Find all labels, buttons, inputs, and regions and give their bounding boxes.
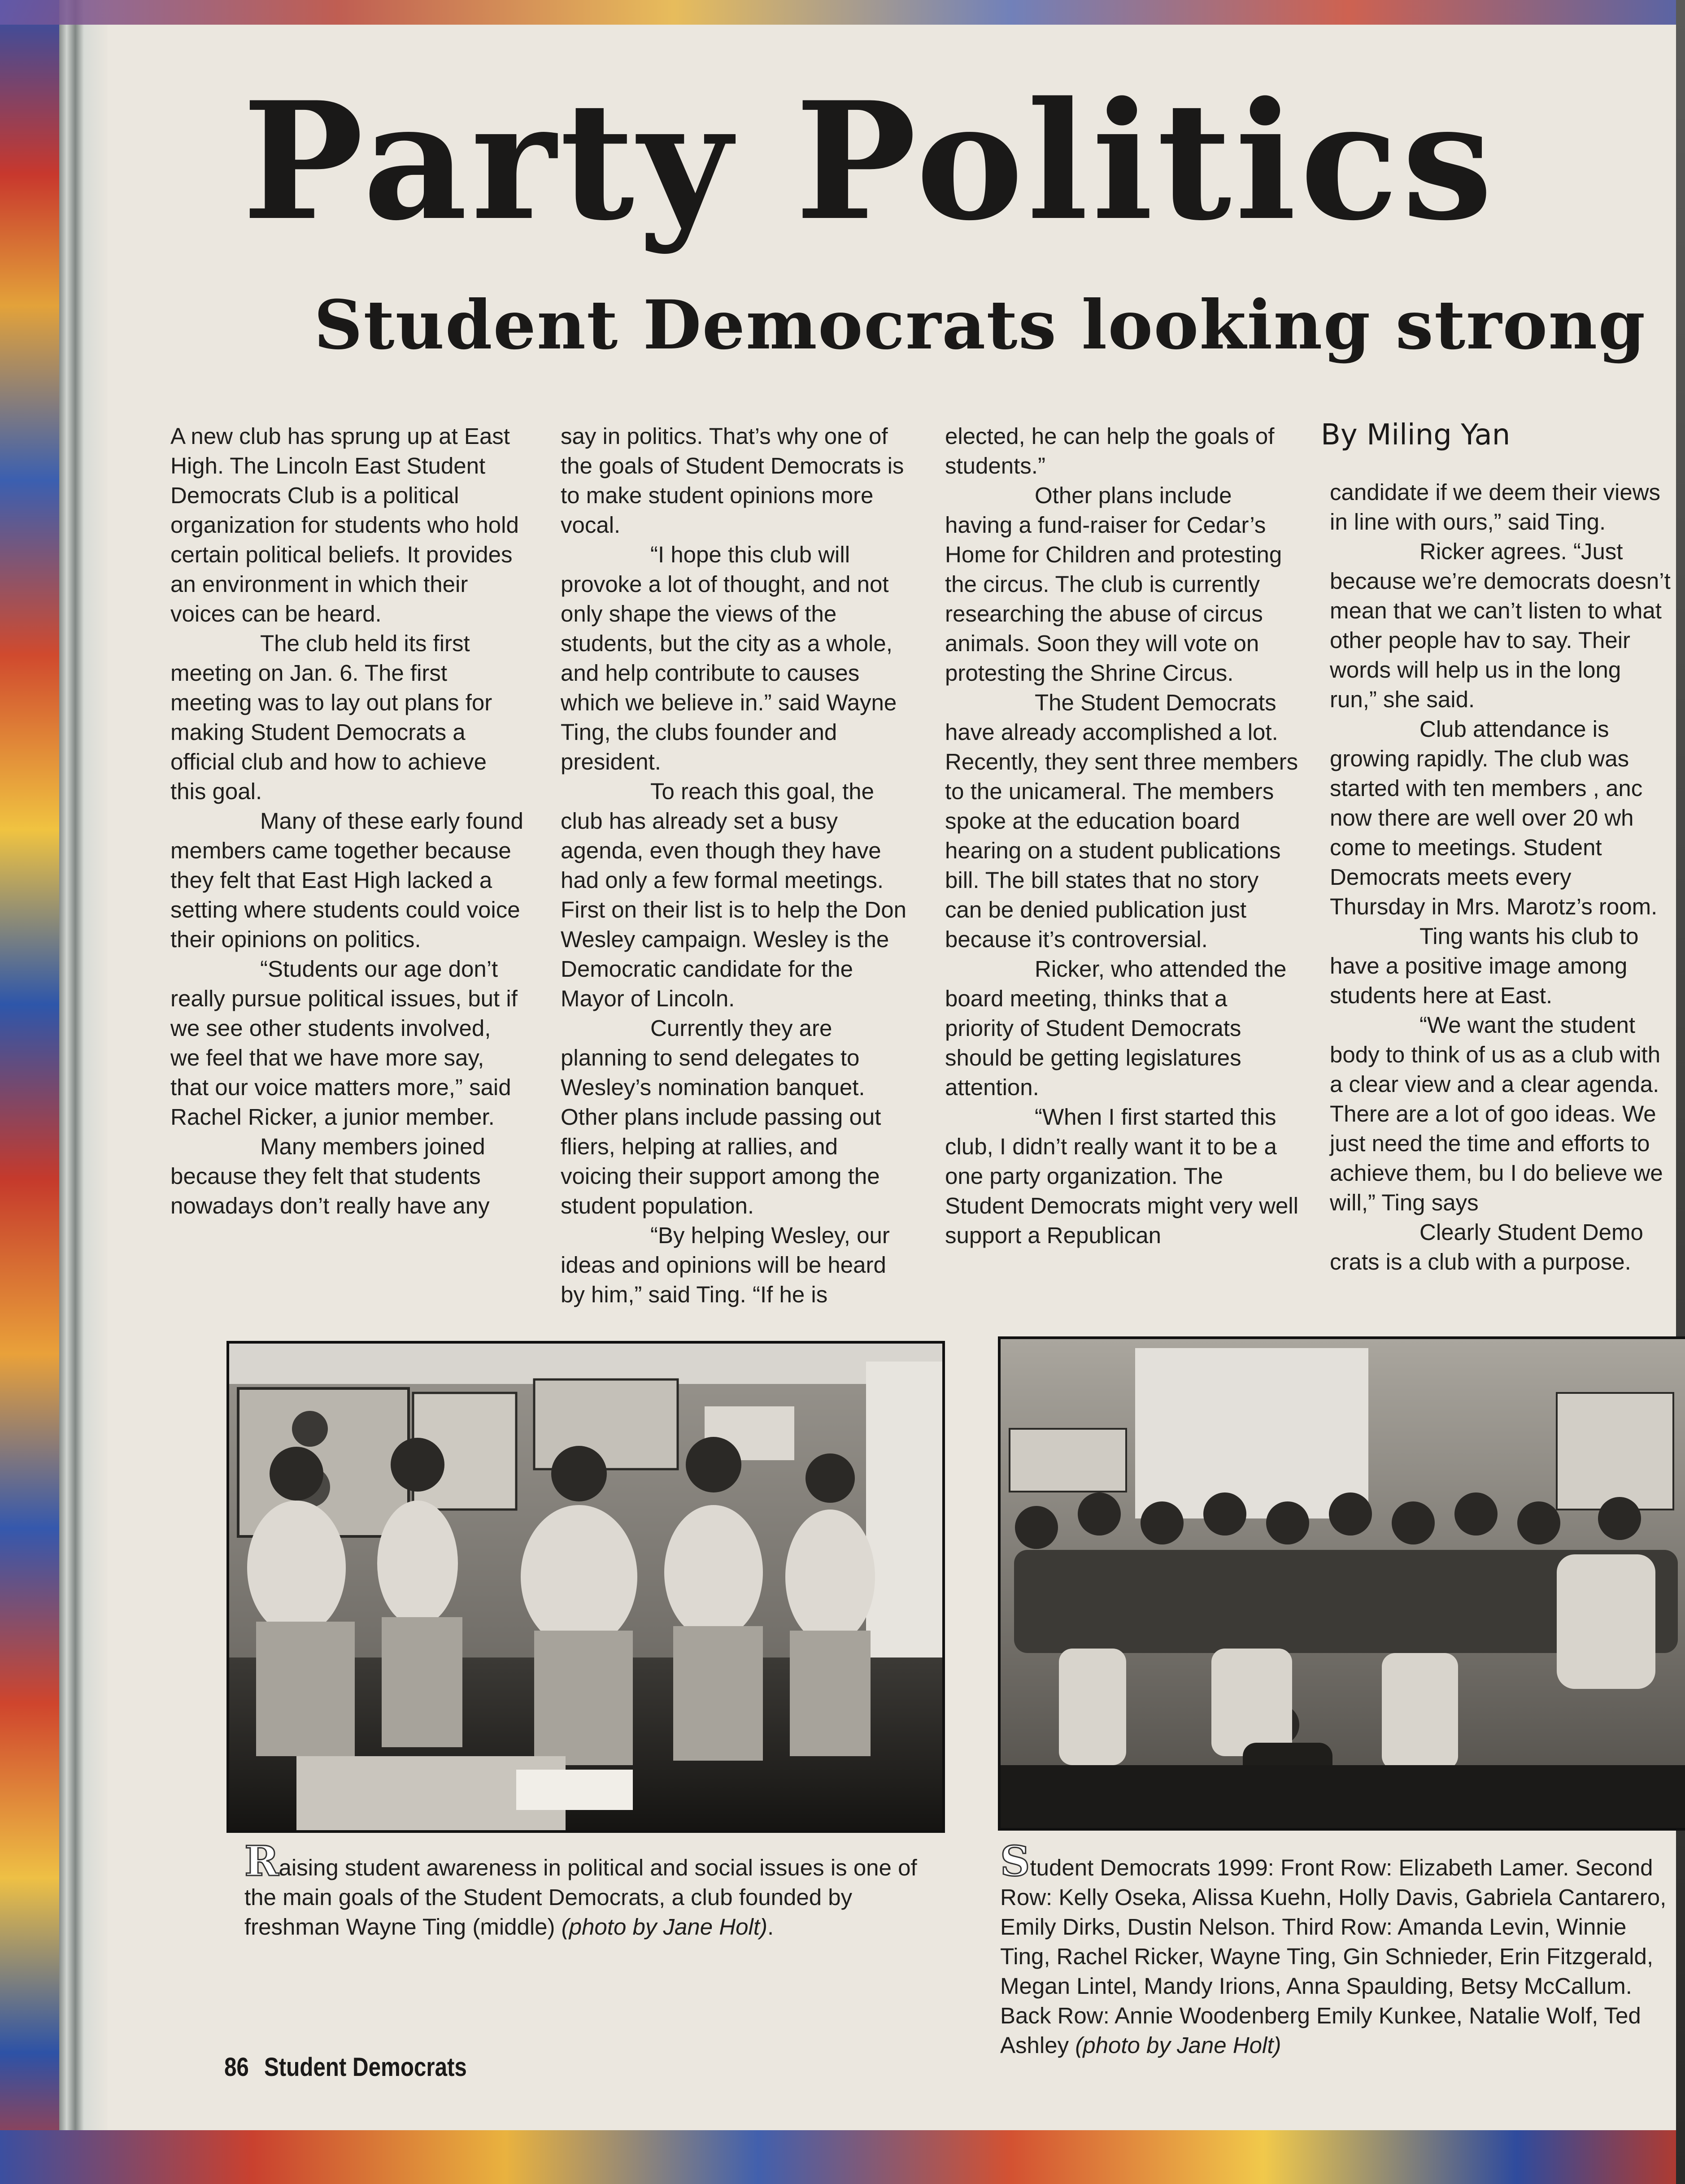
photo-caption-1 <box>244 1837 949 1942</box>
article-column-1 <box>170 422 525 1221</box>
tie-dye-left-border <box>0 0 108 2184</box>
paragraph: “When I first started this club, I didn’t really want it to be a one party organization. The Student Democrats might very well support a Republican <box>945 1104 1298 1248</box>
page-number: 86 <box>224 2053 249 2082</box>
caption-drop-cap: R <box>244 1837 279 1885</box>
paragraph: Many of these early found members came together because they felt that East High lacked a setting where students could voice their opinions on politics. <box>170 808 523 952</box>
caption-text: tudent Democrats 1999: Front Row: Elizabeth Lamer. Second Row: Kelly Oseka, Alissa Kuehn, Holly Davis, Gabriela Cantarero, Emily Dirks, Dustin Nelson. Third Row: Amanda Levin, Winnie Ting, Rachel Ricker, Wayne Ting, Gin Schnieder, Erin Fitzgerald, Megan Lintel, Mandy Irions, Anna Spaulding, Betsy McCallum. Back Row: Annie Woodenberg Emily Kunkee, Natalie Wolf, Ted Ashley <box>1000 1855 1667 2058</box>
paragraph: Ricker, who attended the board meeting, thinks that a priority of Student Democrats should be getting legislatures attention. <box>945 956 1287 1100</box>
paragraph: “I hope this club will provoke a lot of thought, and not only shape the views of the students, but the city as a whole, and help contribute to causes which we believe in.” said Wayne Ting, the clubs founder and president. <box>561 542 897 774</box>
caption-end: . <box>767 1914 774 1940</box>
page-right-edge <box>1676 0 1685 2184</box>
section-name: Student Democrats <box>264 2053 467 2082</box>
tie-dye-top-border <box>0 0 1685 25</box>
club-meeting-photo <box>226 1341 945 1833</box>
subheadline: Student Democrats looking strong <box>314 286 1646 365</box>
article-column-4 <box>1330 478 1671 1277</box>
paragraph: “We want the student body to think of us as a club with a clear view and a clear agenda. There are a lot of goo ideas. We just need the time and efforts to achieve them, bu I do believe we will,” Ting says <box>1330 1012 1663 1215</box>
club-group-portrait-graphic <box>1001 1339 1685 1828</box>
photo-credit: (photo by Jane Holt) <box>561 1914 767 1940</box>
paragraph: Club attendance is growing rapidly. The club was started with ten members , anc now there are well over 20 wh come to meetings. Student Democrats meets every Thursday in Mrs. Marotz’s room. <box>1330 716 1658 919</box>
paragraph: “By helping Wesley, our ideas and opinions will be heard by him,” said Ting. “If he is <box>561 1223 890 1307</box>
article-column-3 <box>945 422 1299 1250</box>
paragraph: Other plans include having a fund-raiser for Cedar’s Home for Children and protesting the circus. The club is currently researching the abuse of circus animals. Soon they will vote on protesting the Shrine Circus. <box>945 483 1282 686</box>
paragraph: Currently they are planning to send delegates to Wesley’s nomination banquet. Other plans include passing out fliers, helping at rallies, and voicing their support among the student population. <box>561 1015 881 1218</box>
paragraph: A new club has sprung up at East High. The Lincoln East Student Democrats Club is a political organization for students who hold certain political beliefs. It provides an environment in which their voices can be heard. <box>170 423 519 626</box>
paragraph: candidate if we deem their views in line with ours,” said Ting. <box>1330 479 1661 535</box>
article-column-2 <box>561 422 915 1310</box>
tie-dye-bottom-border <box>0 2130 1685 2184</box>
caption-drop-cap: S <box>1000 1837 1030 1885</box>
club-group-portrait-photo <box>998 1336 1685 1831</box>
paragraph: say in politics. That’s why one of the goals of Student Democrats is to make student opinions more vocal. <box>561 423 904 538</box>
paragraph: Ting wants his club to have a positive image among students here at East. <box>1330 923 1639 1008</box>
photo-caption-2 <box>1000 1837 1673 2060</box>
paragraph: elected, he can help the goals of students.” <box>945 423 1275 479</box>
paragraph: The Student Democrats have already accomplished a lot. Recently, they sent three members to the unicameral. The members spoke at the education board hearing on a student publications bill. The bill states that no story can be denied publication just because it’s controversial. <box>945 690 1298 952</box>
paragraph: Many members joined because they felt that students nowadays don’t really have any <box>170 1134 490 1218</box>
caption-text: aising student awareness in political and social issues is one of the main goals of the Student Democrats, a club founded by freshman Wayne Ting (middle) <box>244 1855 917 1940</box>
byline: By Miling Yan <box>1321 418 1511 452</box>
paragraph: Ricker agrees. “Just because we’re democrats doesn’t mean that we can’t listen to what other people hav to say. Their words will help us in the long run,” she said. <box>1330 539 1671 712</box>
photo-credit: (photo by Jane Holt) <box>1075 2032 1281 2058</box>
page-footer <box>224 2052 467 2083</box>
paragraph: Clearly Student Demo crats is a club with a purpose. <box>1330 1219 1643 1275</box>
paragraph: “Students our age don’t really pursue political issues, but if we see other students involved, we feel that we have more say, that our voice matters more,” said Rachel Ricker, a junior member. <box>170 956 518 1130</box>
paragraph: The club held its first meeting on Jan. 6. The first meeting was to lay out plans for making Student Democrats a official club and how to achieve this goal. <box>170 631 492 804</box>
headline: Party Politics <box>242 66 1497 256</box>
paragraph: To reach this goal, the club has already set a busy agenda, even though they have had only a few formal meetings. First on their list is to help the Don Wesley campaign. Wesley is the Democratic candidate for the Mayor of Lincoln. <box>561 779 907 1011</box>
club-meeting-photo-graphic <box>229 1344 942 1830</box>
